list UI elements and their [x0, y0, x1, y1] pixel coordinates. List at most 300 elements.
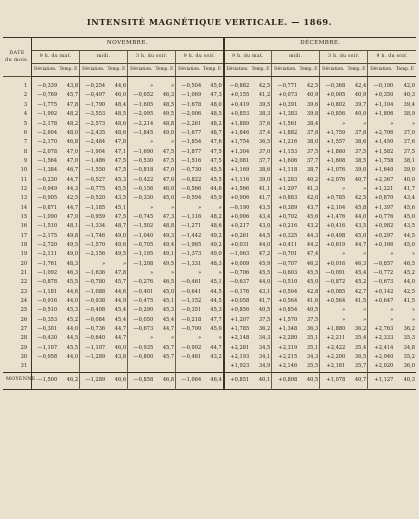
deviation-cell: —0,594: [176, 194, 203, 203]
temperature-cell: »: [363, 120, 367, 127]
temperature-cell: 47,7: [210, 316, 222, 323]
day-number: 28: [3, 334, 32, 343]
deviation-cell: +1,759: [320, 129, 347, 138]
temperature-cell: »: [171, 139, 175, 146]
temperature-cell: 35,4: [354, 344, 367, 351]
deviation-cell: —0,878: [32, 278, 59, 287]
temperature-cell: 39,0: [403, 167, 415, 174]
deviation-cell: +1,116: [224, 175, 251, 184]
temperature-cell: 41,5: [354, 298, 367, 305]
deviation-cell: —0,705: [128, 241, 155, 250]
deviation-cell: +2,280: [272, 334, 299, 343]
temperature-cell: 49,4: [162, 241, 175, 248]
temperature-cell: 45,2: [66, 316, 79, 323]
deviation-cell: —0,353: [32, 316, 59, 325]
deviation-cell: —0,902: [176, 344, 203, 353]
deviation-cell: +1,169: [224, 166, 251, 175]
date-column-header: [3, 38, 32, 77]
temperature-cell: 48,5: [162, 101, 175, 108]
deviation-cell: +2,148: [224, 334, 251, 343]
temperature-cell: 41,6: [306, 298, 319, 305]
deviation-cell: —0,949: [32, 185, 59, 194]
hour-header: midi.: [80, 51, 128, 64]
deviation-cell: +0,389: [272, 203, 299, 212]
temperature-cell: 42,7: [354, 288, 367, 295]
temperature-cell: 49,0: [210, 251, 222, 258]
deviation-cell: +2,146: [272, 362, 299, 372]
month-header-row: [3, 38, 416, 51]
deviation-cell: —1,678: [176, 101, 203, 110]
table-row: [3, 91, 416, 100]
temperature-cell: 40,5: [258, 307, 271, 314]
deviation-cell: —0,905: [32, 194, 59, 203]
temperature-cell: 36,5: [354, 354, 367, 361]
temperature-cell: 37,6: [403, 139, 415, 146]
deviation-cell: —1,570: [80, 241, 107, 250]
temperature-cell: 43,0: [258, 223, 271, 230]
temperature-cell: 45,8: [354, 204, 367, 211]
temperature-cell: 48,3: [210, 260, 222, 267]
temperature-cell: 41,7: [258, 298, 271, 305]
deviation-cell: —2,720: [32, 241, 59, 250]
deviation-cell: +2,281: [224, 344, 251, 353]
table-row: [3, 119, 416, 128]
deviation-cell: —1,152: [176, 297, 203, 306]
deviation-cell: —0,190: [224, 203, 251, 212]
temperature-cell: 45,7: [66, 92, 79, 99]
deviation-cell: +0,564: [320, 297, 347, 306]
temperature-cell: »: [171, 270, 175, 276]
temperature-cell: 46,0: [162, 185, 175, 192]
temperature-cell: 45,2: [354, 279, 367, 286]
temperature-cell: 46,8: [66, 139, 79, 146]
table-row: [3, 260, 416, 269]
deviation-cell: —0,958: [32, 353, 59, 362]
temperature-cell: 38,3: [258, 111, 271, 118]
deviation-cell: +1,076: [320, 166, 347, 175]
temperature-cell: 45,7: [162, 354, 175, 361]
deviation-cell: —1,185: [80, 203, 107, 212]
temperature-cell: 40,3: [403, 92, 415, 99]
deviation-cell: +1,640: [368, 166, 395, 175]
temperature-cell: 47,5: [114, 213, 127, 220]
temperature-cell: 44,5: [258, 232, 271, 239]
table-row: [3, 222, 416, 231]
deviation-cell: [128, 362, 155, 372]
temperature-cell: 44,6: [210, 185, 222, 192]
deviation-cell: —1,442: [176, 232, 203, 241]
table-row: [3, 334, 416, 343]
deviation-cell: +0,504: [272, 288, 299, 297]
temperature-cell: 42,8: [306, 288, 319, 295]
temperature-cell: »: [171, 335, 175, 342]
temperature-subheader: Temp. F.: [106, 64, 127, 77]
deviation-cell: +1,221: [368, 185, 395, 194]
deviation-cell: +2,763: [368, 325, 395, 334]
deviation-cell: —0,872: [320, 278, 347, 287]
day-number: 20: [3, 260, 32, 269]
deviation-cell: +0,142: [368, 288, 395, 297]
temperature-cell: 44,0: [66, 326, 79, 333]
deviation-cell: »: [128, 269, 155, 278]
temperature-cell: 49,0: [66, 251, 79, 258]
temperature-cell: 36,2: [258, 326, 271, 333]
table-row: [3, 269, 416, 278]
deviation-cell: —0,637: [224, 278, 251, 287]
temperature-cell: 45,0: [210, 326, 222, 333]
deviation-cell: +2,193: [224, 353, 251, 362]
temperature-cell: 38,9: [403, 111, 415, 118]
deviation-cell: +0,350: [368, 91, 395, 100]
deviation-cell: —0,800: [128, 353, 155, 362]
deviation-cell: —0,736: [80, 325, 107, 334]
deviation-cell: +1,348: [272, 325, 299, 334]
temperature-cell: 45,3: [66, 307, 79, 314]
temperature-cell: 49,3: [162, 232, 175, 239]
table-row: [3, 353, 416, 362]
temperature-cell: 36,3: [306, 326, 319, 333]
deviation-cell: —0,351: [176, 306, 203, 315]
deviation-cell: +2,215: [272, 353, 299, 362]
deviation-cell: +2,181: [320, 362, 347, 372]
temperature-cell: 44,7: [210, 344, 222, 351]
deviation-cell: —1,181: [32, 288, 59, 297]
temperature-cell: 49,2: [210, 241, 222, 248]
deviation-cell: +0,325: [272, 232, 299, 241]
temperature-cell: 44,7: [114, 335, 127, 342]
temperature-cell: 41,3: [306, 185, 319, 192]
deviation-cell: —0,673: [368, 278, 395, 287]
deviation-cell: —0,520: [80, 194, 107, 203]
mean-deviation-cell: —0,858: [128, 372, 155, 389]
temperature-cell: 34,8: [403, 344, 415, 351]
temperature-cell: 46,0: [114, 92, 127, 99]
temperature-cell: 44,7: [162, 326, 175, 333]
temperature-cell: 42,4: [354, 83, 367, 90]
temperature-cell: 45,3: [114, 176, 127, 183]
table-row: [3, 250, 416, 259]
temperature-cell: 47,5: [114, 167, 127, 174]
deviation-cell: —3,553: [80, 110, 107, 119]
deviation-cell: —0,368: [320, 82, 347, 91]
deviation-cell: —0,091: [320, 269, 347, 278]
day-number: 1: [3, 82, 32, 91]
temperature-cell: 35,2: [403, 354, 415, 361]
deviation-cell: +0,802: [320, 101, 347, 110]
temperature-cell: 37,5: [354, 148, 367, 155]
deviation-cell: —0,050: [128, 316, 155, 325]
temperature-cell: 45,5: [66, 279, 79, 286]
temperature-cell: 46,3: [162, 92, 175, 99]
temperature-cell: 39,6: [306, 101, 319, 108]
temperature-cell: 47,0: [66, 157, 79, 164]
deviation-cell: —0,780: [80, 278, 107, 287]
day-number: 4: [3, 110, 32, 119]
temperature-cell: 48,1: [66, 223, 79, 230]
hour-header: 9 h. du mat.: [32, 51, 80, 64]
temperature-cell: 40,0: [403, 176, 415, 183]
deviation-cell: —2,156: [80, 250, 107, 259]
deviation-cell: +0,702: [272, 213, 299, 222]
table-row: [3, 157, 416, 166]
deviation-cell: +0,856: [320, 110, 347, 119]
temperature-cell: 48,4: [114, 101, 127, 108]
day-number: 12: [3, 185, 32, 194]
temperature-cell: 41,7: [403, 185, 415, 192]
deviation-cell: —1,334: [80, 222, 107, 231]
table-row: [3, 175, 416, 184]
temperature-cell: 48,0: [66, 129, 79, 136]
temperature-cell: 45,2: [403, 270, 415, 276]
temperature-cell: 42,5: [354, 195, 367, 202]
deviation-cell: +2,020: [368, 362, 395, 372]
temperature-cell: [202, 362, 223, 372]
table-row: [3, 166, 416, 175]
temperature-cell: 47,8: [114, 270, 127, 276]
mean-temperature-cell: 46,6: [106, 372, 127, 389]
temperature-cell: 44,6: [114, 83, 127, 90]
deviation-cell: +0,166: [368, 241, 395, 250]
deviation-subheader: Déviation.: [272, 64, 299, 77]
temperature-cell: 45,1: [162, 298, 175, 305]
temperature-cell: 45,4: [162, 316, 175, 323]
deviation-cell: —0,401: [128, 288, 155, 297]
deviation-cell: +1,297: [272, 185, 299, 194]
day-number: 14: [3, 203, 32, 212]
day-number: 29: [3, 344, 32, 353]
temperature-cell: 46,5: [162, 279, 175, 286]
deviation-cell: +0,261: [224, 232, 251, 241]
day-number: 5: [3, 119, 32, 128]
mean-temperature-cell: 46,2: [58, 372, 79, 389]
day-number: 30: [3, 353, 32, 362]
deviation-cell: —2,175: [32, 232, 59, 241]
subheader-row: [3, 64, 416, 77]
temperature-cell: 45,7: [162, 344, 175, 351]
temperature-cell: [58, 362, 79, 372]
temperature-cell: 48,3: [66, 260, 79, 267]
deviation-cell: +1,207: [224, 316, 251, 325]
deviation-cell: +0,619: [320, 241, 347, 250]
temperature-cell: 44,5: [210, 288, 222, 295]
temperature-cell: 48,7: [210, 129, 222, 136]
deviation-cell: —1,845: [128, 129, 155, 138]
temperature-cell: »: [411, 316, 415, 323]
temperature-cell: 44,0: [66, 354, 79, 361]
deviation-cell: »: [176, 334, 203, 343]
temperature-cell: 48,2: [210, 120, 222, 127]
deviation-cell: +1,561: [272, 119, 299, 128]
mean-deviation-cell: —1,500: [32, 372, 59, 389]
temperature-cell: 39,0: [354, 167, 367, 174]
temperature-cell: »: [218, 270, 222, 276]
deviation-cell: —1,690: [128, 147, 155, 156]
table-row: [3, 203, 416, 212]
deviation-cell: +1,153: [272, 147, 299, 156]
temperature-cell: 40,9: [354, 92, 367, 99]
table-row: [3, 232, 416, 241]
deviation-cell: +0,785: [320, 194, 347, 203]
deviation-cell: —0,701: [272, 250, 299, 259]
deviation-cell: +2,333: [368, 334, 395, 343]
deviation-cell: —0,084: [80, 316, 107, 325]
month-header: DÉCEMBRE.: [224, 38, 416, 51]
deviation-cell: —0,566: [176, 185, 203, 194]
temperature-cell: 44,0: [258, 279, 271, 286]
mean-deviation-cell: +0,808: [272, 372, 299, 389]
deviation-cell: +0,216: [272, 222, 299, 231]
deviation-cell: —0,857: [368, 260, 395, 269]
day-number: 21: [3, 269, 32, 278]
deviation-cell: —2,435: [80, 129, 107, 138]
deviation-cell: —2,095: [128, 110, 155, 119]
deviation-cell: +0,058: [224, 297, 251, 306]
temperature-cell: 49,1: [162, 251, 175, 258]
deviation-cell: »: [368, 119, 395, 128]
deviation-cell: +1,304: [224, 147, 251, 156]
temperature-cell: 46,7: [66, 167, 79, 174]
table-row: [3, 362, 416, 372]
temperature-cell: 46,0: [114, 344, 127, 351]
deviation-cell: »: [80, 260, 107, 269]
temperature-cell: 37,8: [354, 129, 367, 136]
day-number: 27: [3, 325, 32, 334]
day-number: 7: [3, 138, 32, 147]
temperature-cell: 45,6: [403, 204, 415, 211]
temperature-cell: 42,5: [403, 288, 415, 295]
deviation-cell: —1,992: [32, 110, 59, 119]
temperature-cell: 49,5: [162, 260, 175, 267]
temperature-cell: 44,6: [66, 288, 79, 295]
temperature-cell: 49,5: [162, 111, 175, 118]
mean-temperature-cell: 40,5: [298, 372, 319, 389]
temperature-cell: 49,0: [114, 232, 127, 239]
deviation-cell: —0,230: [32, 175, 59, 184]
temperature-cell: 49,5: [114, 251, 127, 258]
temperature-cell: 47,5: [114, 157, 127, 164]
deviation-cell: —0,775: [80, 185, 107, 194]
mean-deviation-cell: +1,127: [368, 372, 395, 389]
deviation-cell: —0,818: [128, 166, 155, 175]
deviation-cell: —1,195: [128, 250, 155, 259]
deviation-cell: —1,271: [176, 222, 203, 231]
temperature-cell: 35,1: [306, 344, 319, 351]
day-number: 3: [3, 101, 32, 110]
temperature-cell: 34,9: [258, 363, 271, 370]
month-header: NOVEMBRE.: [32, 38, 224, 51]
deviation-cell: —2,111: [32, 250, 59, 259]
deviation-cell: —0,530: [128, 157, 155, 166]
deviation-cell: —0,916: [32, 297, 59, 306]
temperature-cell: »: [363, 307, 367, 314]
deviation-cell: +1,606: [272, 157, 299, 166]
temperature-cell: 43,7: [306, 204, 319, 211]
table-row: [3, 213, 416, 222]
deviation-cell: +0,217: [224, 222, 251, 231]
deviation-cell: —1,775: [32, 101, 59, 110]
deviation-cell: +1,923: [224, 362, 251, 372]
deviation-cell: —0,745: [128, 213, 155, 222]
table-row: [3, 344, 416, 353]
deviation-cell: —0,871: [32, 203, 59, 212]
deviation-cell: —2,573: [80, 119, 107, 128]
deviation-subheader: Déviation.: [32, 64, 59, 77]
deviation-cell: —0,510: [32, 306, 59, 315]
temperature-cell: 42,0: [306, 195, 319, 202]
deviation-cell: +0,856: [224, 306, 251, 315]
deviation-cell: »: [128, 82, 155, 91]
deviation-cell: —0,276: [128, 278, 155, 287]
deviation-cell: —0,218: [176, 316, 203, 325]
deviation-cell: +1,283: [272, 175, 299, 184]
deviation-cell: —0,301: [32, 325, 59, 334]
day-number: 6: [3, 129, 32, 138]
deviation-cell: —0,959: [80, 213, 107, 222]
deviation-cell: +2,706: [368, 129, 395, 138]
deviation-cell: »: [368, 316, 395, 325]
deviation-cell: —0,176: [224, 288, 251, 297]
day-number: 9: [3, 157, 32, 166]
temperature-cell: 43,2: [306, 223, 319, 230]
temperature-cell: 44,7: [114, 326, 127, 333]
day-number: 2: [3, 91, 32, 100]
temperature-cell: »: [218, 204, 222, 211]
temperature-cell: 47,0: [66, 148, 79, 155]
deviation-subheader: Déviation.: [80, 64, 107, 77]
day-number: 17: [3, 232, 32, 241]
deviation-cell: —1,854: [176, 138, 203, 147]
table-row: [3, 241, 416, 250]
deviation-cell: —1,502: [128, 222, 155, 231]
deviation-cell: —0,641: [176, 288, 203, 297]
temperature-cell: 45,3: [162, 307, 175, 314]
temperature-cell: 46,3: [354, 260, 367, 267]
deviation-cell: +1,557: [320, 138, 347, 147]
deviation-cell: [80, 362, 107, 372]
deviation-cell: —1,107: [80, 344, 107, 353]
temperature-cell: 40,7: [354, 176, 367, 183]
deviation-cell: »: [128, 334, 155, 343]
temperature-cell: 45,3: [210, 307, 222, 314]
temperature-cell: 49,8: [66, 232, 79, 239]
deviation-cell: +1,118: [272, 166, 299, 175]
temperature-cell: 44,7: [354, 241, 367, 248]
temperature-cell: 47,5: [162, 157, 175, 164]
deviation-cell: —2,170: [32, 138, 59, 147]
temperature-cell: 37,4: [258, 129, 271, 136]
deviation-cell: —0,527: [80, 175, 107, 184]
deviation-cell: —1,092: [32, 269, 59, 278]
deviation-cell: —1,289: [80, 353, 107, 362]
deviation-cell: —1,063: [224, 250, 251, 259]
temperature-cell: 39,0: [258, 176, 271, 183]
deviation-cell: —2,006: [176, 110, 203, 119]
temperature-cell: 35,5: [306, 363, 319, 370]
temperature-subheader: Temp. F.: [202, 64, 223, 77]
table-row: [3, 278, 416, 287]
temperature-cell: 49,2: [210, 232, 222, 239]
temperature-cell: 44,3: [306, 232, 319, 239]
temperature-cell: 38,5: [354, 157, 367, 164]
deviation-cell: +0,853: [224, 110, 251, 119]
temperature-cell: 34,1: [258, 354, 271, 361]
deviation-cell: +0,854: [272, 306, 299, 315]
deviation-cell: +0,016: [320, 260, 347, 269]
temperature-cell: 37,5: [306, 316, 319, 323]
temperature-cell: 44,5: [403, 232, 415, 239]
deviation-cell: »: [176, 203, 203, 212]
deviation-cell: —0,475: [128, 297, 155, 306]
